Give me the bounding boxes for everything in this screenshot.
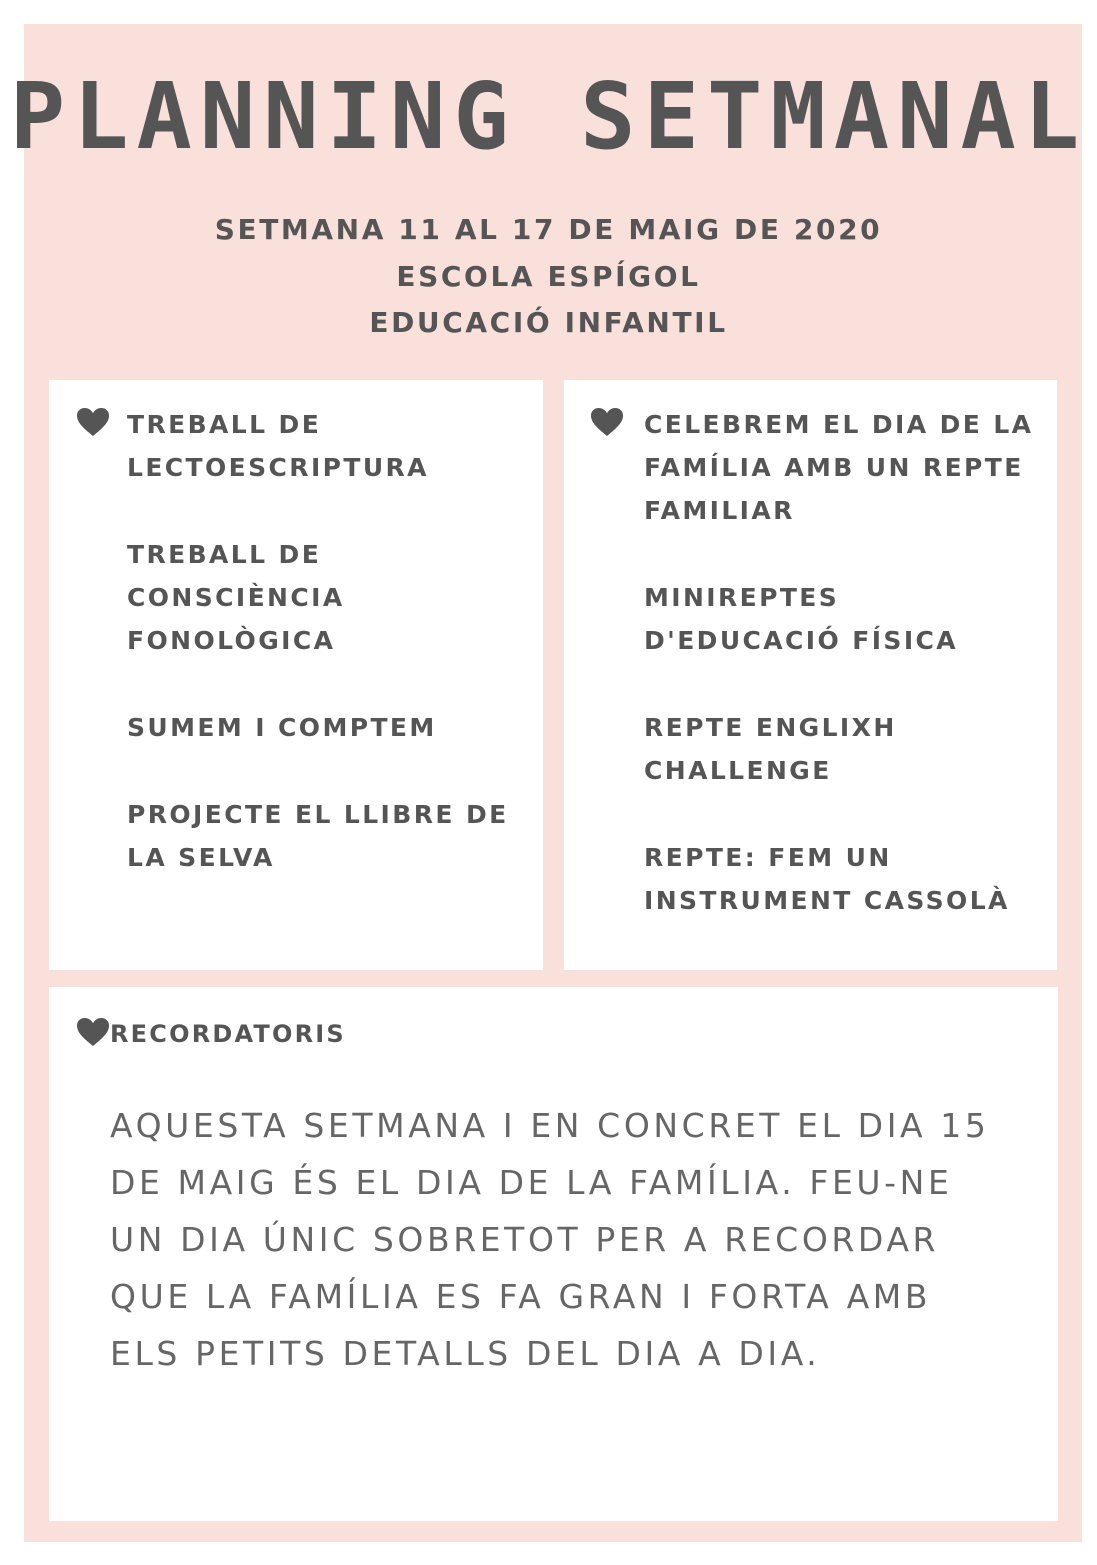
page-title: PLANNING SETMANAL	[9, 63, 1088, 170]
stage-subtitle: EDUCACIÓ INFANTIL	[369, 306, 728, 339]
right-item-minireptes: MINIREPTES D'EDUCACIÓ FÍSICA	[644, 583, 959, 655]
school-subtitle: ESCOLA ESPÍGOL	[396, 260, 701, 293]
left-item-sumem-comptem: SUMEM I COMPTEM	[127, 713, 437, 742]
reminders-heading: RECORDATORIS	[110, 1020, 346, 1048]
right-item-instrument: REPTE: FEM UN INSTRUMENT CASSOLÀ	[644, 843, 1010, 915]
left-item-lectoescriptura: TREBALL DE LECTOESCRIPTURA	[127, 410, 429, 482]
heart-icon	[590, 407, 624, 437]
left-item-consciencia-fonologica: TREBALL DE CONSCIÈNCIA FONOLÒGICA	[127, 540, 345, 655]
heart-icon	[76, 1017, 110, 1047]
week-subtitle: SETMANA 11 AL 17 DE MAIG DE 2020	[214, 213, 883, 246]
left-item-llibre-selva: PROJECTE EL LLIBRE DE LA SELVA	[127, 800, 509, 872]
heart-icon	[76, 407, 110, 437]
right-item-dia-familia: CELEBREM EL DIA DE LA FAMÍLIA AMB UN REPTE FAMILIAR	[644, 410, 1034, 525]
right-item-english-challenge: REPTE ENGLIXH CHALLENGE	[644, 713, 897, 785]
reminders-text: AQUESTA SETMANA I EN CONCRET EL DIA 15 DE MAIG ÉS EL DIA DE LA FAMÍLIA. FEU-NE UN DIA ÚNIC SOBRETOT PER A RECORDAR QUE LA FAMÍLIA ES FA GRAN I FORTA AMB ELS PETITS DETALLS DEL DIA A DIA.	[110, 1106, 990, 1373]
